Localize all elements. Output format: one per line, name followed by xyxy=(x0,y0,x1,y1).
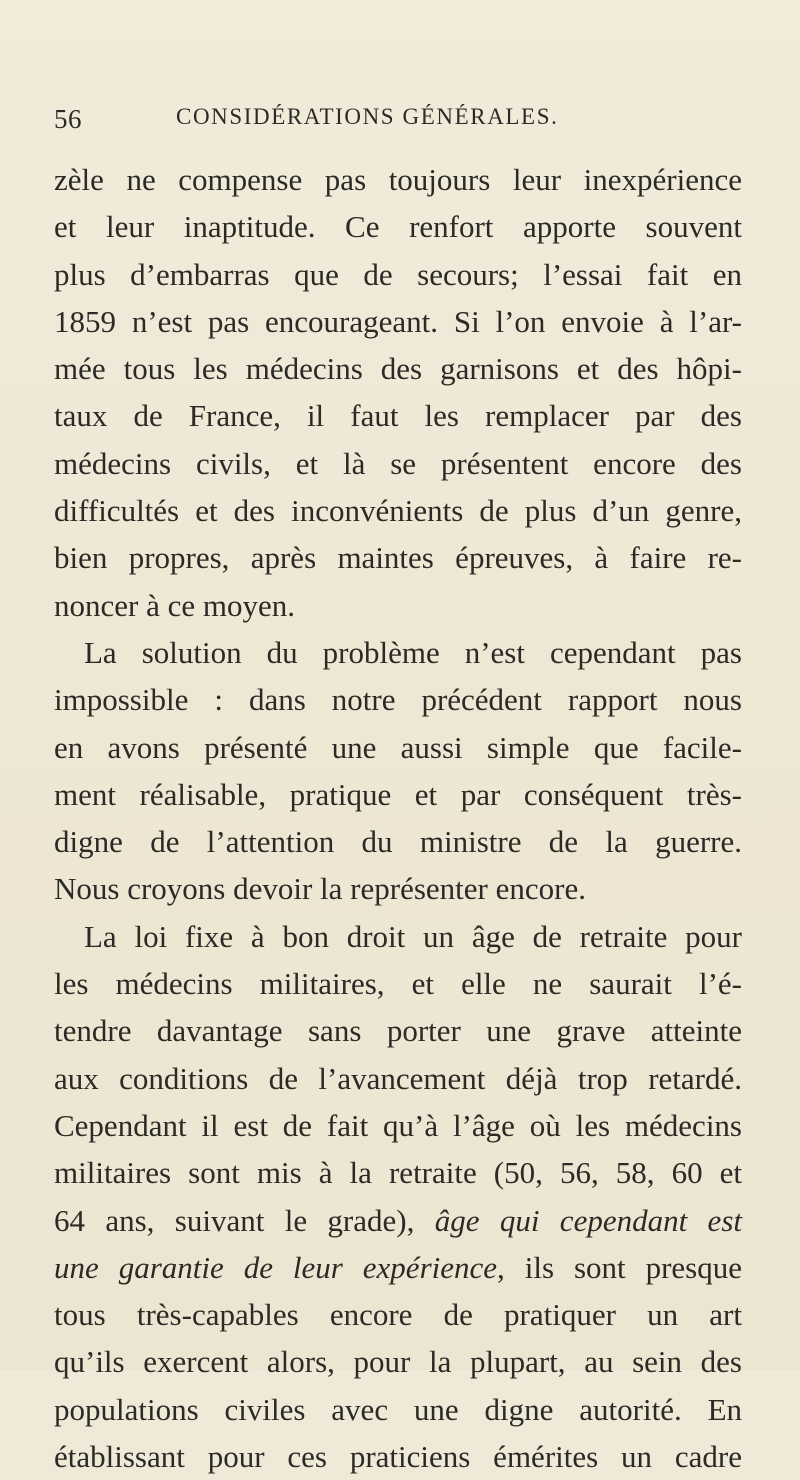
text-line: les médecins militaires, et elle ne saurait l’é- xyxy=(54,966,742,1002)
text-line xyxy=(54,1197,742,1244)
text-line: bien propres, après maintes épreuves, à faire re- xyxy=(54,540,742,576)
text-line: militaires sont mis à la retraite (50, 56, 58, 60 et xyxy=(54,1155,742,1191)
text-line: et leur inaptitude. Ce renfort apporte souvent xyxy=(54,209,742,245)
text-run: 64 ans, suivant le grade), xyxy=(54,1202,435,1238)
text-line: tendre davantage sans porter une grave atteinte xyxy=(54,1013,742,1049)
text-line: difficultés et des inconvénients de plus d’un genre, xyxy=(54,493,742,529)
text-line: qu’ils exercent alors, pour la plupart, au sein des xyxy=(54,1344,742,1380)
text-line: taux de France, il faut les remplacer par des xyxy=(54,398,742,434)
text-line: médecins civils, et là se présentent encore des xyxy=(54,445,742,481)
text-run: , ils sont presque xyxy=(497,1249,742,1285)
text-line: mée tous les médecins des garnisons et des hôpi- xyxy=(54,351,742,387)
text-line: établissant pour ces praticiens émérites un cadre xyxy=(54,1439,742,1475)
text-line: noncer à ce moyen. xyxy=(54,587,295,623)
text-line: plus d’embarras que de secours; l’essai fait en xyxy=(54,256,742,292)
text-line: zèle ne compense pas toujours leur inexpérience xyxy=(54,162,742,197)
text-line: aux conditions de l’avancement déjà trop retardé. xyxy=(54,1060,742,1096)
text-line: La solution du problème n’est cependant pas xyxy=(84,634,742,670)
italic-text: une garantie de leur expérience xyxy=(54,1249,498,1285)
text-line: La loi fixe à bon droit un âge de retraite pour xyxy=(84,918,742,954)
text-line: Nous croyons devoir la représenter encore. xyxy=(54,871,586,907)
text-line: 1859 n’est pas encourageant. Si l’on envoie à l’ar- xyxy=(54,303,742,339)
text-line: digne de l’attention du ministre de la guerre. xyxy=(54,824,742,860)
text-line: tous très-capables encore de pratiquer un art xyxy=(54,1297,742,1333)
running-title: CONSIDÉRATIONS GÉNÉRALES. xyxy=(176,104,559,129)
text-line: en avons présenté une aussi simple que facile- xyxy=(54,729,742,765)
text-line: populations civiles avec une digne autorité. En xyxy=(54,1391,742,1427)
text-line xyxy=(54,1244,742,1291)
page-number: 56 xyxy=(54,104,82,134)
text-line: Cependant il est de fait qu’à l’âge où les médecins xyxy=(54,1107,742,1143)
body-text xyxy=(54,156,742,1480)
italic-text: âge qui cependant est xyxy=(434,1202,742,1238)
text-line: impossible : dans notre précédent rapport nous xyxy=(54,682,742,718)
page-header xyxy=(54,104,744,144)
text-line: ment réalisable, pratique et par conséquent très- xyxy=(54,776,742,812)
